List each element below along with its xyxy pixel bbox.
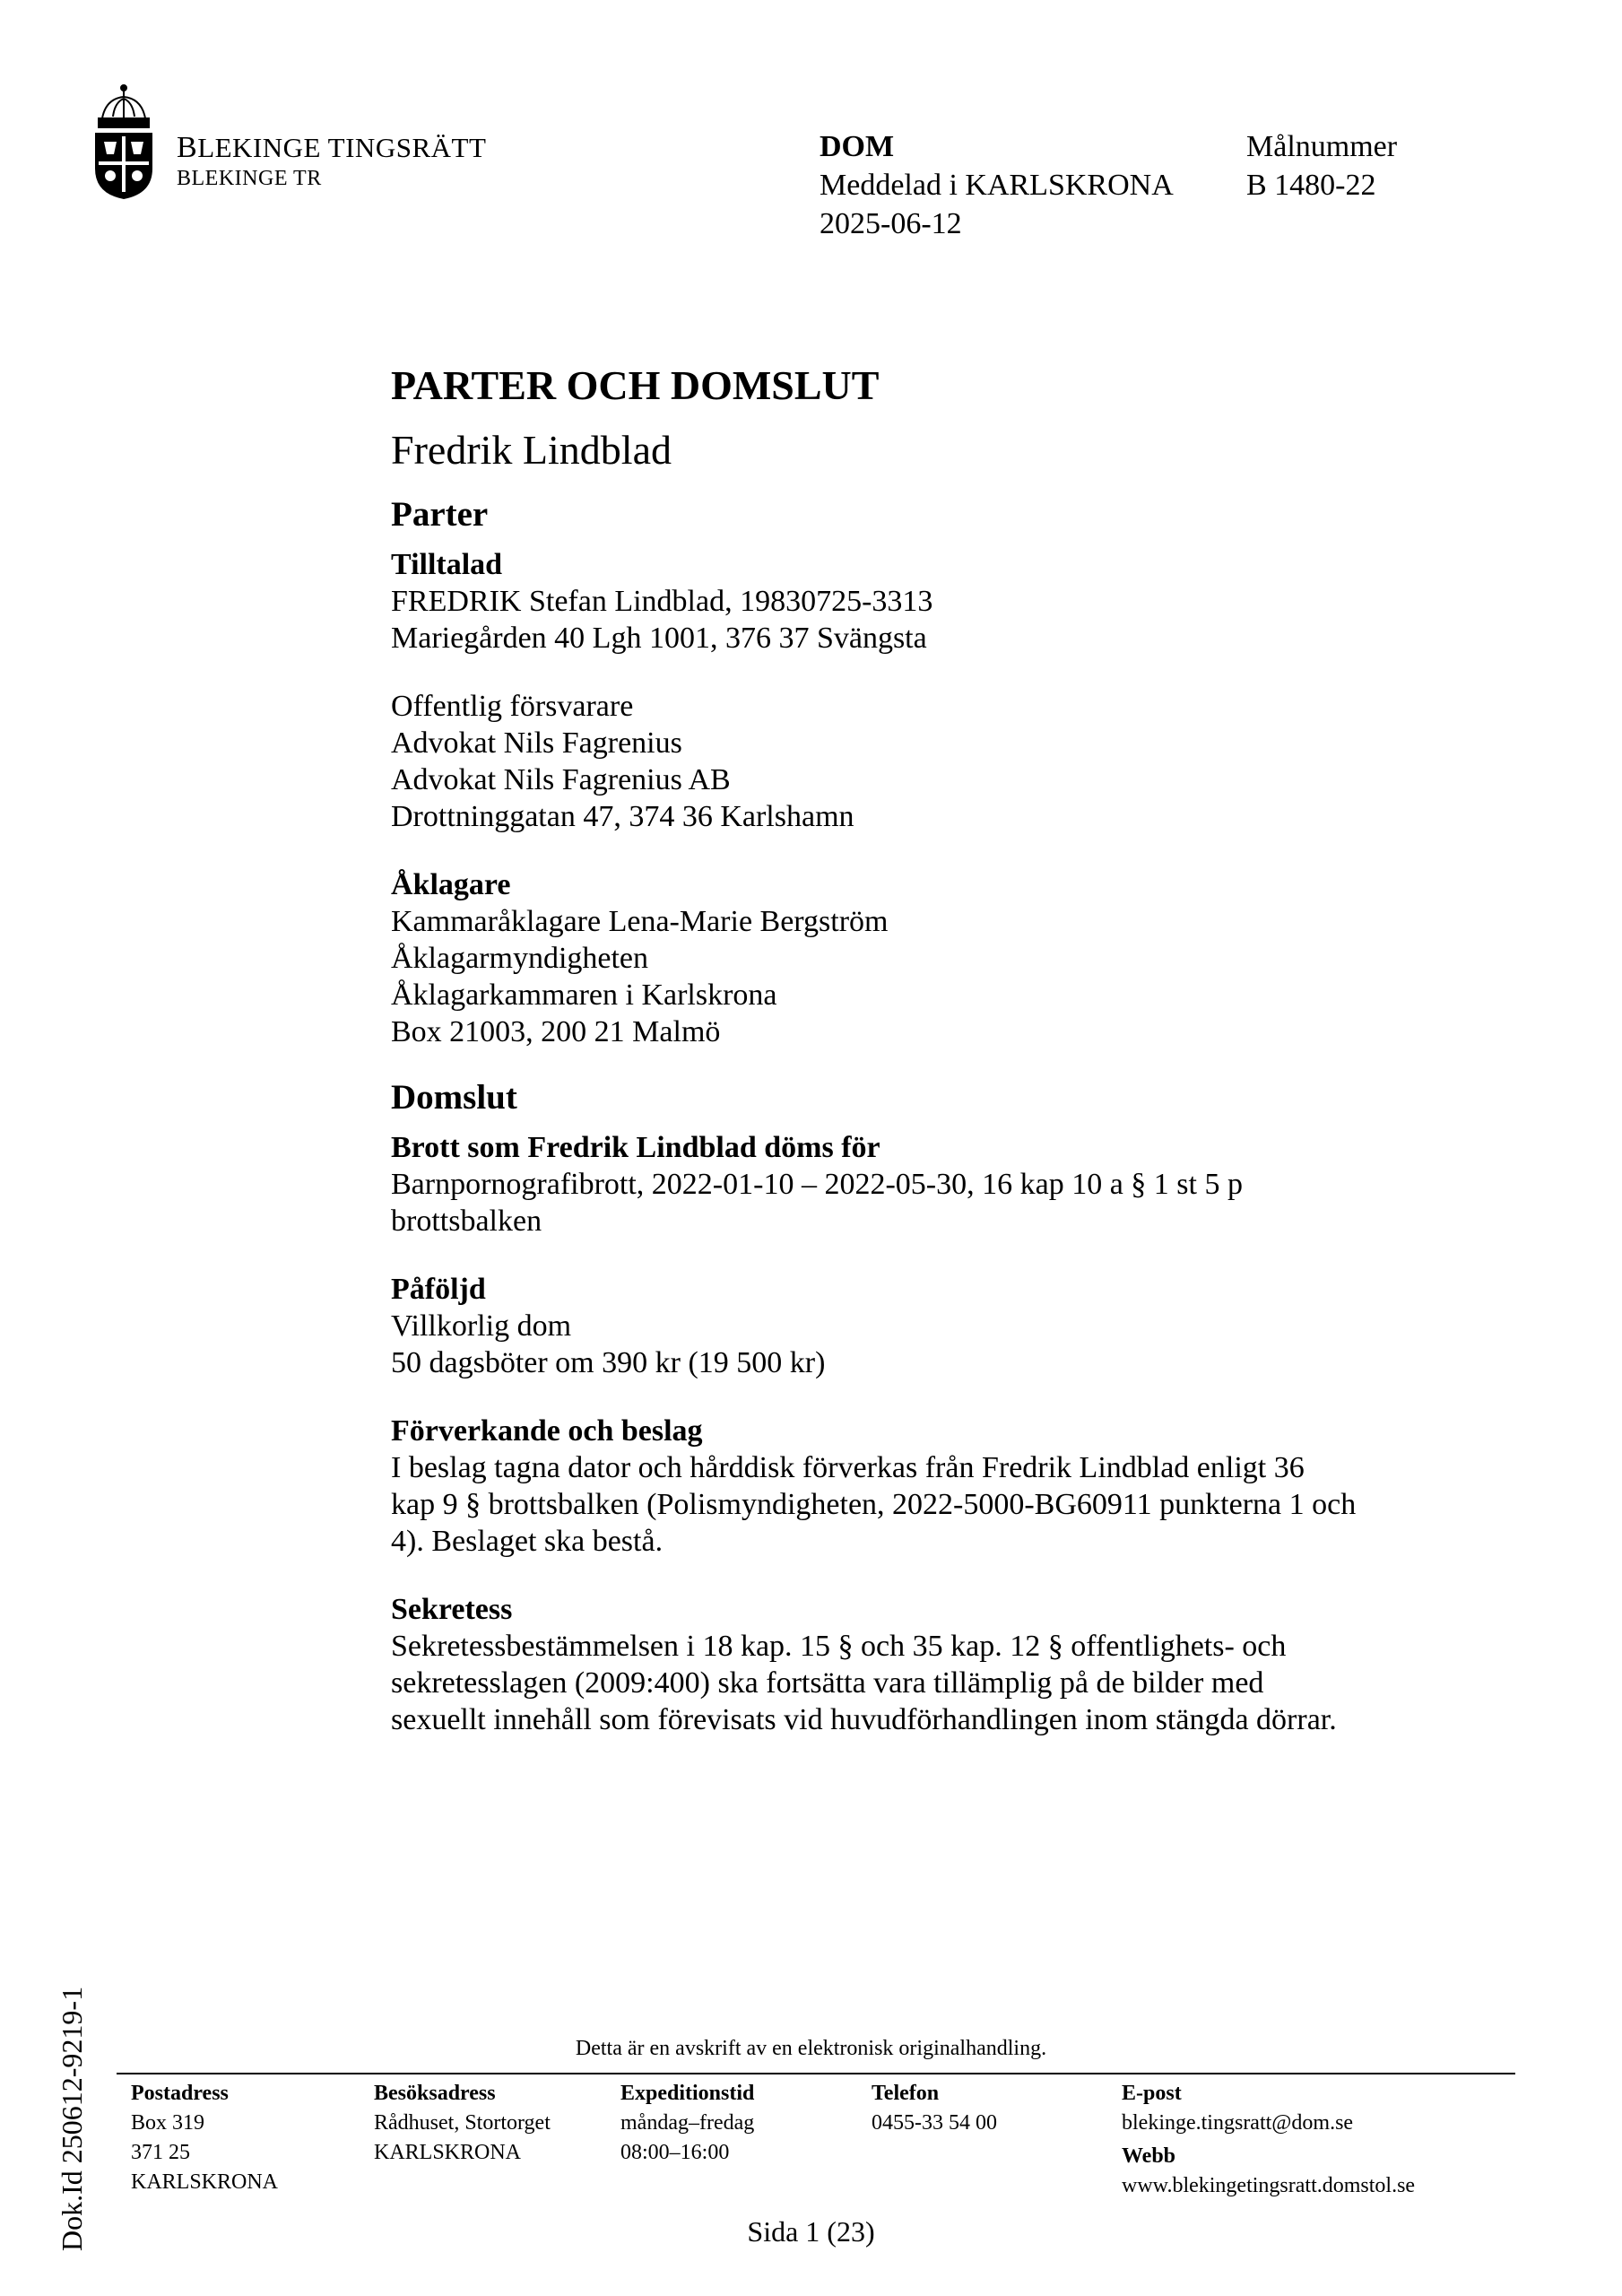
- sanction-label: Påföljd: [391, 1273, 486, 1306]
- verdict-heading: Domslut: [391, 1078, 517, 1117]
- defender-line: Offentlig försvarare: [391, 690, 634, 723]
- forfeit-line: I beslag tagna dator och hårddisk förverkas från Fredrik Lindblad enligt 36: [391, 1451, 1305, 1484]
- defendant-block: [391, 546, 1512, 657]
- secrecy-line: Sekretessbestämmelsen i 18 kap. 15 § och 35 kap. 12 § offentlighets- och: [391, 1630, 1287, 1663]
- prosecutor-block: [391, 866, 1512, 1050]
- footer-opening-hours: [620, 2079, 754, 2168]
- court-crest-logo: [90, 83, 158, 201]
- footer-website[interactable]: www.blekingetingsratt.domstol.se: [1122, 2174, 1416, 2197]
- defendant-heading: Fredrik Lindblad: [391, 427, 672, 473]
- footer-contact: [1122, 2079, 1415, 2201]
- issued-date: 2025-06-12: [820, 207, 962, 240]
- footer-label: Webb: [1122, 2144, 1176, 2168]
- footer-value: 371 25: [131, 2141, 190, 2164]
- prosecutor-line: Box 21003, 200 21 Malmö: [391, 1015, 721, 1048]
- crime-line: Barnpornografibrott, 2022-01-10 – 2022-05-30, 16 kap 10 a § 1 st 5 p: [391, 1168, 1243, 1201]
- footer-value: KARLSKRONA: [131, 2170, 279, 2194]
- issued-place: Meddelad i KARLSKRONA: [820, 169, 1174, 202]
- forfeit-line: 4). Beslaget ska bestå.: [391, 1525, 664, 1558]
- defendant-label: Tilltalad: [391, 548, 503, 581]
- footer-label: E-post: [1122, 2082, 1182, 2105]
- document-id-vertical: Dok.Id 250612-9219-1: [56, 1986, 88, 2251]
- footer-divider: [117, 2073, 1515, 2074]
- defender-line: Advokat Nils Fagrenius: [391, 726, 682, 760]
- secrecy-line: sekretesslagen (2009:400) ska fortsätta vara tillämplig på de bilder med: [391, 1666, 1264, 1700]
- prosecutor-line: Åklagarmyndigheten: [391, 942, 649, 975]
- footer-label: Besöksadress: [374, 2082, 496, 2105]
- crime-label: Brott som Fredrik Lindblad döms för: [391, 1131, 880, 1164]
- page-number: Sida 1 (23): [747, 2215, 875, 2248]
- case-info: [1246, 127, 1397, 204]
- secrecy-line: sexuellt innehåll som förevisats vid huvudförhandlingen inom stängda dörrar.: [391, 1703, 1337, 1736]
- secrecy-label: Sekretess: [391, 1593, 513, 1626]
- forfeit-label: Förverkande och beslag: [391, 1414, 703, 1448]
- parties-heading: Parter: [391, 495, 489, 534]
- crime-block: [391, 1129, 1512, 1239]
- court-name: BLEKINGE TINGSRÄTT: [177, 131, 487, 164]
- footer-label: Postadress: [131, 2082, 229, 2105]
- document-body: [391, 354, 1512, 1738]
- document-info: [820, 127, 1174, 243]
- footer-label: Expeditionstid: [620, 2082, 755, 2105]
- secrecy-block: [391, 1591, 1512, 1738]
- defender-line: Advokat Nils Fagrenius AB: [391, 763, 731, 796]
- footer-email[interactable]: blekinge.tingsratt@dom.se: [1122, 2111, 1354, 2135]
- defendant-line: FREDRIK Stefan Lindblad, 19830725-3313: [391, 585, 933, 618]
- footer-value: Rådhuset, Stortorget: [374, 2111, 551, 2135]
- footer-value: 08:00–16:00: [620, 2141, 730, 2164]
- footer-value: måndag–fredag: [620, 2111, 755, 2135]
- case-label: Målnummer: [1246, 130, 1398, 163]
- footer-visit-address: [374, 2079, 551, 2168]
- footer-value: 0455-33 54 00: [872, 2111, 997, 2135]
- defender-block: [391, 688, 1512, 835]
- prosecutor-label: Åklagare: [391, 868, 511, 901]
- forfeit-line: kap 9 § brottsbalken (Polismyndigheten, 2022-5000-BG60911 punkterna 1 och: [391, 1488, 1357, 1521]
- defendant-line: Mariegården 40 Lgh 1001, 376 37 Svängsta: [391, 622, 927, 655]
- forfeit-block: [391, 1413, 1512, 1560]
- footer-phone: [872, 2079, 997, 2138]
- footer-value: Box 319: [131, 2111, 205, 2135]
- defender-line: Drottninggatan 47, 374 36 Karlshamn: [391, 800, 854, 833]
- prosecutor-line: Åklagarkammaren i Karlskrona: [391, 978, 777, 1012]
- footer-label: Telefon: [872, 2082, 940, 2105]
- copy-note: Detta är en avskrift av en elektronisk originalhandling.: [575, 2037, 1047, 2060]
- section-title: PARTER OCH DOMSLUT: [391, 362, 880, 408]
- sanction-block: [391, 1271, 1512, 1381]
- footer-postal-address: [131, 2079, 278, 2197]
- sanction-line: Villkorlig dom: [391, 1309, 572, 1343]
- case-number: B 1480-22: [1246, 169, 1376, 202]
- footer-value: KARLSKRONA: [374, 2141, 522, 2164]
- document-type: DOM: [820, 130, 895, 163]
- crime-line: brottsbalken: [391, 1205, 542, 1238]
- prosecutor-line: Kammaråklagare Lena-Marie Bergström: [391, 905, 889, 938]
- sanction-line: 50 dagsböter om 390 kr (19 500 kr): [391, 1346, 826, 1379]
- court-abbreviation: BLEKINGE TR: [177, 167, 322, 190]
